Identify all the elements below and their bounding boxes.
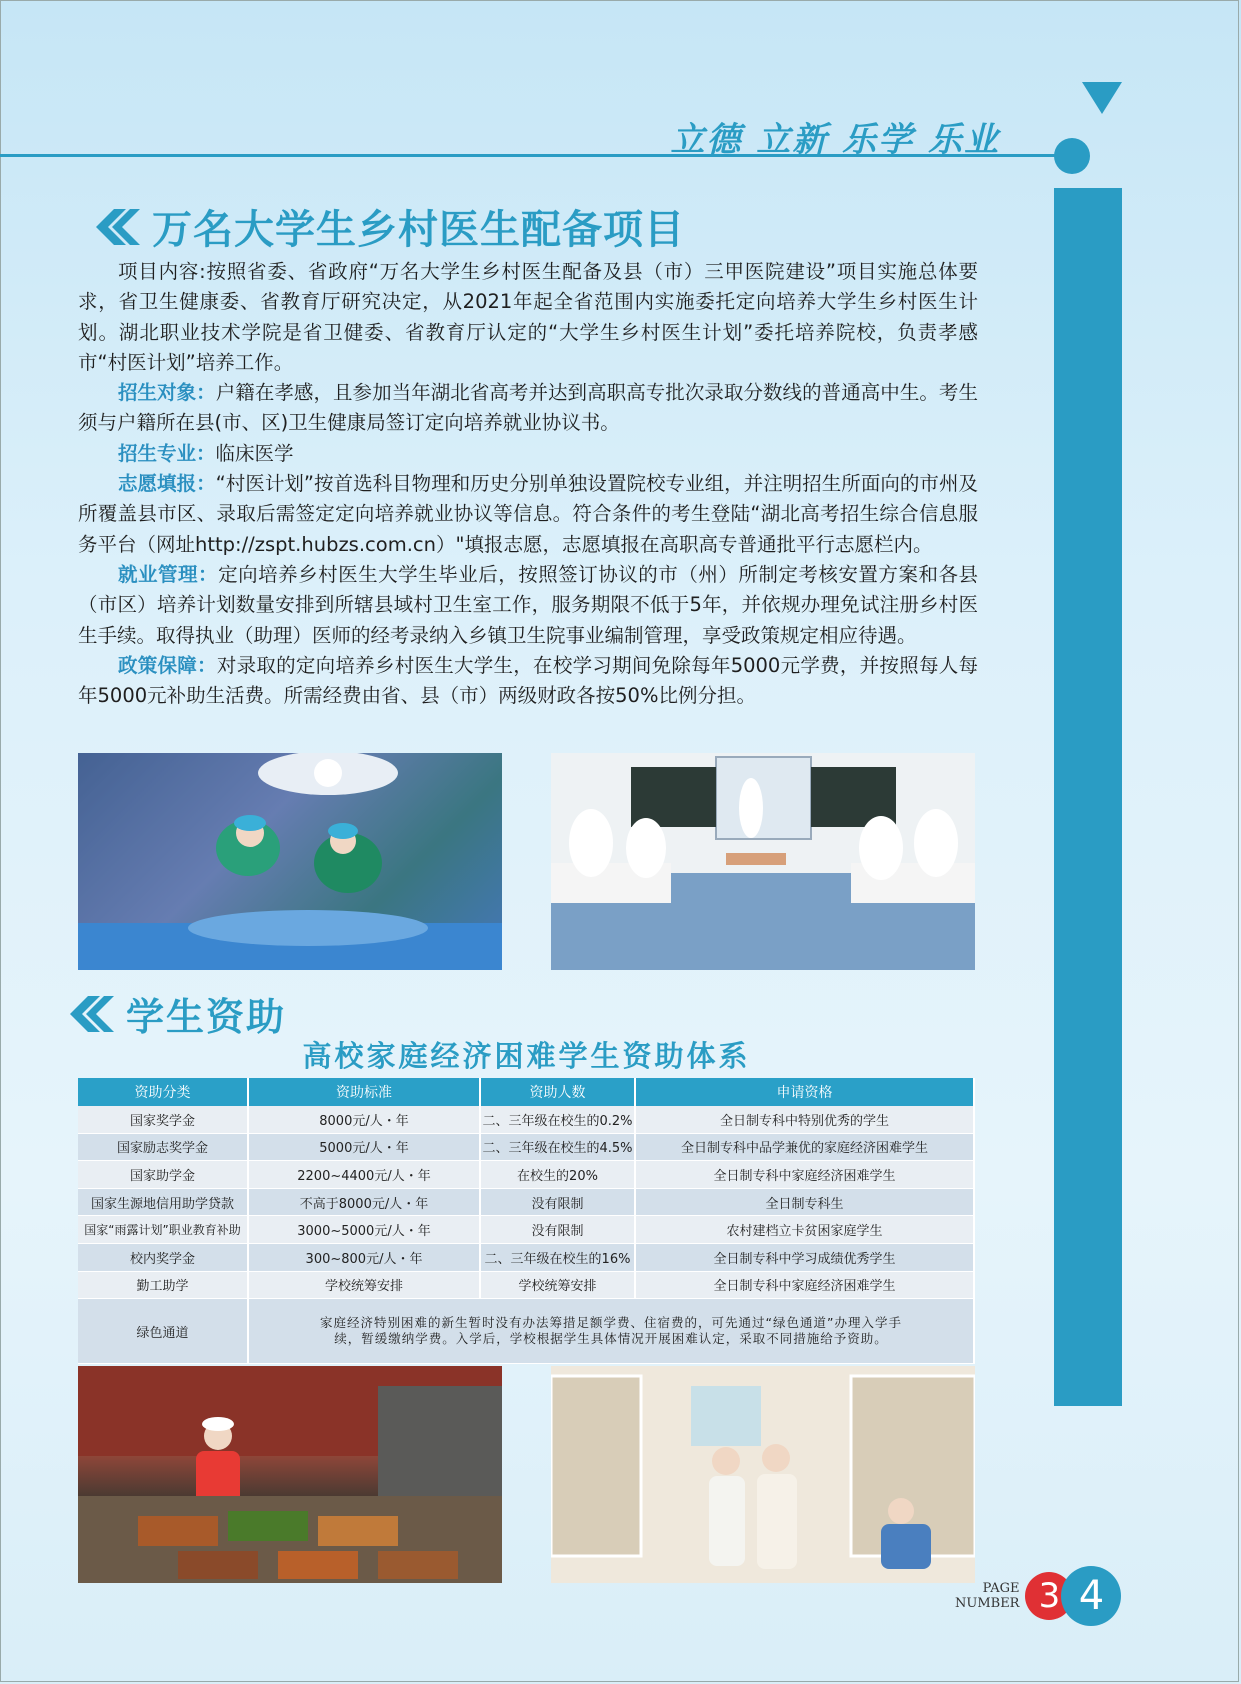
- item-major: [78, 439, 978, 469]
- item-policy: [78, 651, 978, 712]
- column-header: 资助分类: [78, 1078, 248, 1106]
- cell-category: 国家“雨露计划”职业教育补助: [78, 1216, 248, 1244]
- page-digit-badge-blue: 4: [1061, 1566, 1121, 1626]
- motto: 立德 立新 乐学 乐业: [670, 120, 1000, 160]
- section1-title: 万名大学生乡村医生配备项目: [152, 207, 685, 253]
- item-text: “村医计划”按首选科目物理和历史分别单独设置院校专业组，并注明招生所面向的市州及所覆盖县市区、录取后需签定定向培养就业协议等信息。符合条件的考生登陆“湖北高考招生综合信息服务平台（网址http://zspt.hubzs.com.cn）"填报志愿，志愿填报在高职高专普通批平行志愿栏内。: [78, 472, 978, 556]
- cell-eligibility: 全日制专科中家庭经济困难学生: [635, 1161, 974, 1189]
- cell-eligibility: 全日制专科中特别优秀的学生: [635, 1106, 974, 1133]
- cell-category: 国家励志奖学金: [78, 1133, 248, 1161]
- table-row: [78, 1271, 974, 1299]
- item-application: [78, 469, 978, 560]
- cell-standard: 300~800元/人・年: [248, 1243, 480, 1271]
- section1-body: [78, 257, 978, 711]
- page-digit-badge-red: 3: [1025, 1572, 1073, 1620]
- cell-standard: 3000~5000元/人・年: [248, 1216, 480, 1244]
- cell-category: 勤工助学: [78, 1271, 248, 1299]
- table-row: [78, 1106, 974, 1133]
- cell-quota: 二、三年级在校生的4.5%: [480, 1133, 635, 1161]
- column-header: 资助标准: [248, 1078, 480, 1106]
- aid-table: [78, 1078, 975, 1364]
- double-chevron-left-icon: [92, 207, 140, 247]
- dormitory-photo: [551, 1366, 975, 1583]
- cell-quota: 没有限制: [480, 1188, 635, 1216]
- page-label-line2: NUMBER: [955, 1596, 1020, 1611]
- cell-quota: 二、三年级在校生的16%: [480, 1243, 635, 1271]
- section1-heading: [92, 198, 685, 255]
- cell-standard: 学校统筹安排: [248, 1271, 480, 1299]
- item-label: 政策保障：: [118, 653, 217, 677]
- cell-standard: 5000元/人・年: [248, 1133, 480, 1161]
- cell-standard: 2200~4400元/人・年: [248, 1161, 480, 1189]
- intro-paragraph: 项目内容:按照省委、省政府“万名大学生乡村医生配备及县（市）三甲医院建设”项目实施总体要求，省卫生健康委、省教育厅研究决定，从2021年起全省范围内实施委托定向培养大学生乡村医生计划。湖北职业技术学院是省卫健委、省教育厅认定的“大学生乡村医生计划”委托培养院校，负责孝感市“村医计划”培养工作。: [78, 260, 978, 374]
- item-label: 招生对象：: [118, 381, 216, 405]
- cell-eligibility: 全日制专科中家庭经济困难学生: [635, 1271, 974, 1299]
- table-header-row: [78, 1078, 974, 1106]
- cell-standard: 不高于8000元/人・年: [248, 1188, 480, 1216]
- table-row: [78, 1216, 974, 1244]
- page-label-line1: PAGE: [982, 1581, 1020, 1596]
- item-employment: [78, 560, 978, 651]
- item-enrollment-target: [78, 378, 978, 439]
- cell-category: 国家生源地信用助学贷款: [78, 1188, 248, 1216]
- section2-title: 学生资助: [126, 995, 287, 1039]
- column-header: 资助人数: [480, 1078, 635, 1106]
- side-bar: [1054, 188, 1122, 1406]
- page-number-label: [955, 1581, 1019, 1611]
- header-triangle: [1082, 82, 1122, 114]
- page-number: [955, 1566, 1121, 1626]
- cell-quota: 在校生的20%: [480, 1161, 635, 1189]
- table-row: [78, 1188, 974, 1216]
- green-channel-note: 家庭经济特别困难的新生暂时没有办法筹措足额学费、住宿费的，可先通过“绿色通道”办理入学手续，暂缓缴纳学费。入学后，学校根据学生具体情况开展困难认定，采取不同措施给予资助。: [248, 1299, 974, 1364]
- cell-quota: 没有限制: [480, 1216, 635, 1244]
- item-label: 就业管理：: [118, 562, 219, 586]
- table-row-green-channel: [78, 1299, 974, 1364]
- table-row: [78, 1243, 974, 1271]
- cell-eligibility: 农村建档立卡贫困家庭学生: [635, 1216, 974, 1244]
- item-label: 志愿填报：: [118, 472, 216, 496]
- item-label: 招生专业：: [118, 441, 216, 465]
- section2-heading: [66, 986, 286, 1041]
- cell-category: 校内奖学金: [78, 1243, 248, 1271]
- cell-category: 国家奖学金: [78, 1106, 248, 1133]
- item-text: 临床医学: [215, 441, 294, 465]
- item-text: 定向培养乡村医生大学生毕业后，按照签订协议的市（州）所制定考核安置方案和各县（市区）培养计划数量安排到所辖县域村卫生室工作，服务期限不低于5年，并依规办理免试注册乡村医生手续。取得执业（助理）医师的经考录纳入乡镇卫生院事业编制管理，享受政策规定相应待遇。: [78, 562, 978, 647]
- header-dot: [1054, 138, 1090, 174]
- cell-standard: 8000元/人・年: [248, 1106, 480, 1133]
- item-text: 户籍在孝感，且参加当年湖北省高考并达到高职高专批次录取分数线的普通高中生。考生须与户籍所在县(市、区)卫生健康局签订定向培养就业协议书。: [78, 381, 978, 435]
- surgery-photo: [78, 753, 502, 970]
- classroom-photo: [551, 753, 975, 970]
- column-header: 申请资格: [635, 1078, 974, 1106]
- table-row: [78, 1161, 974, 1189]
- cell-quota: 学校统筹安排: [480, 1271, 635, 1299]
- double-chevron-left-icon: [66, 994, 114, 1034]
- canteen-photo: [78, 1366, 502, 1583]
- item-text: 对录取的定向培养乡村医生大学生，在校学习期间免除每年5000元学费，并按照每人每年5000元补助生活费。所需经费由省、县（市）两级财政各按50%比例分担。: [78, 653, 978, 708]
- cell-eligibility: 全日制专科中学习成绩优秀学生: [635, 1243, 974, 1271]
- cell-category: 绿色通道: [78, 1299, 248, 1364]
- aid-table-title: 高校家庭经济困难学生资助体系: [302, 1039, 751, 1073]
- cell-eligibility: 全日制专科中品学兼优的家庭经济困难学生: [635, 1133, 974, 1161]
- cell-eligibility: 全日制专科生: [635, 1188, 974, 1216]
- cell-quota: 二、三年级在校生的0.2%: [480, 1106, 635, 1133]
- cell-category: 国家助学金: [78, 1161, 248, 1189]
- table-row: [78, 1133, 974, 1161]
